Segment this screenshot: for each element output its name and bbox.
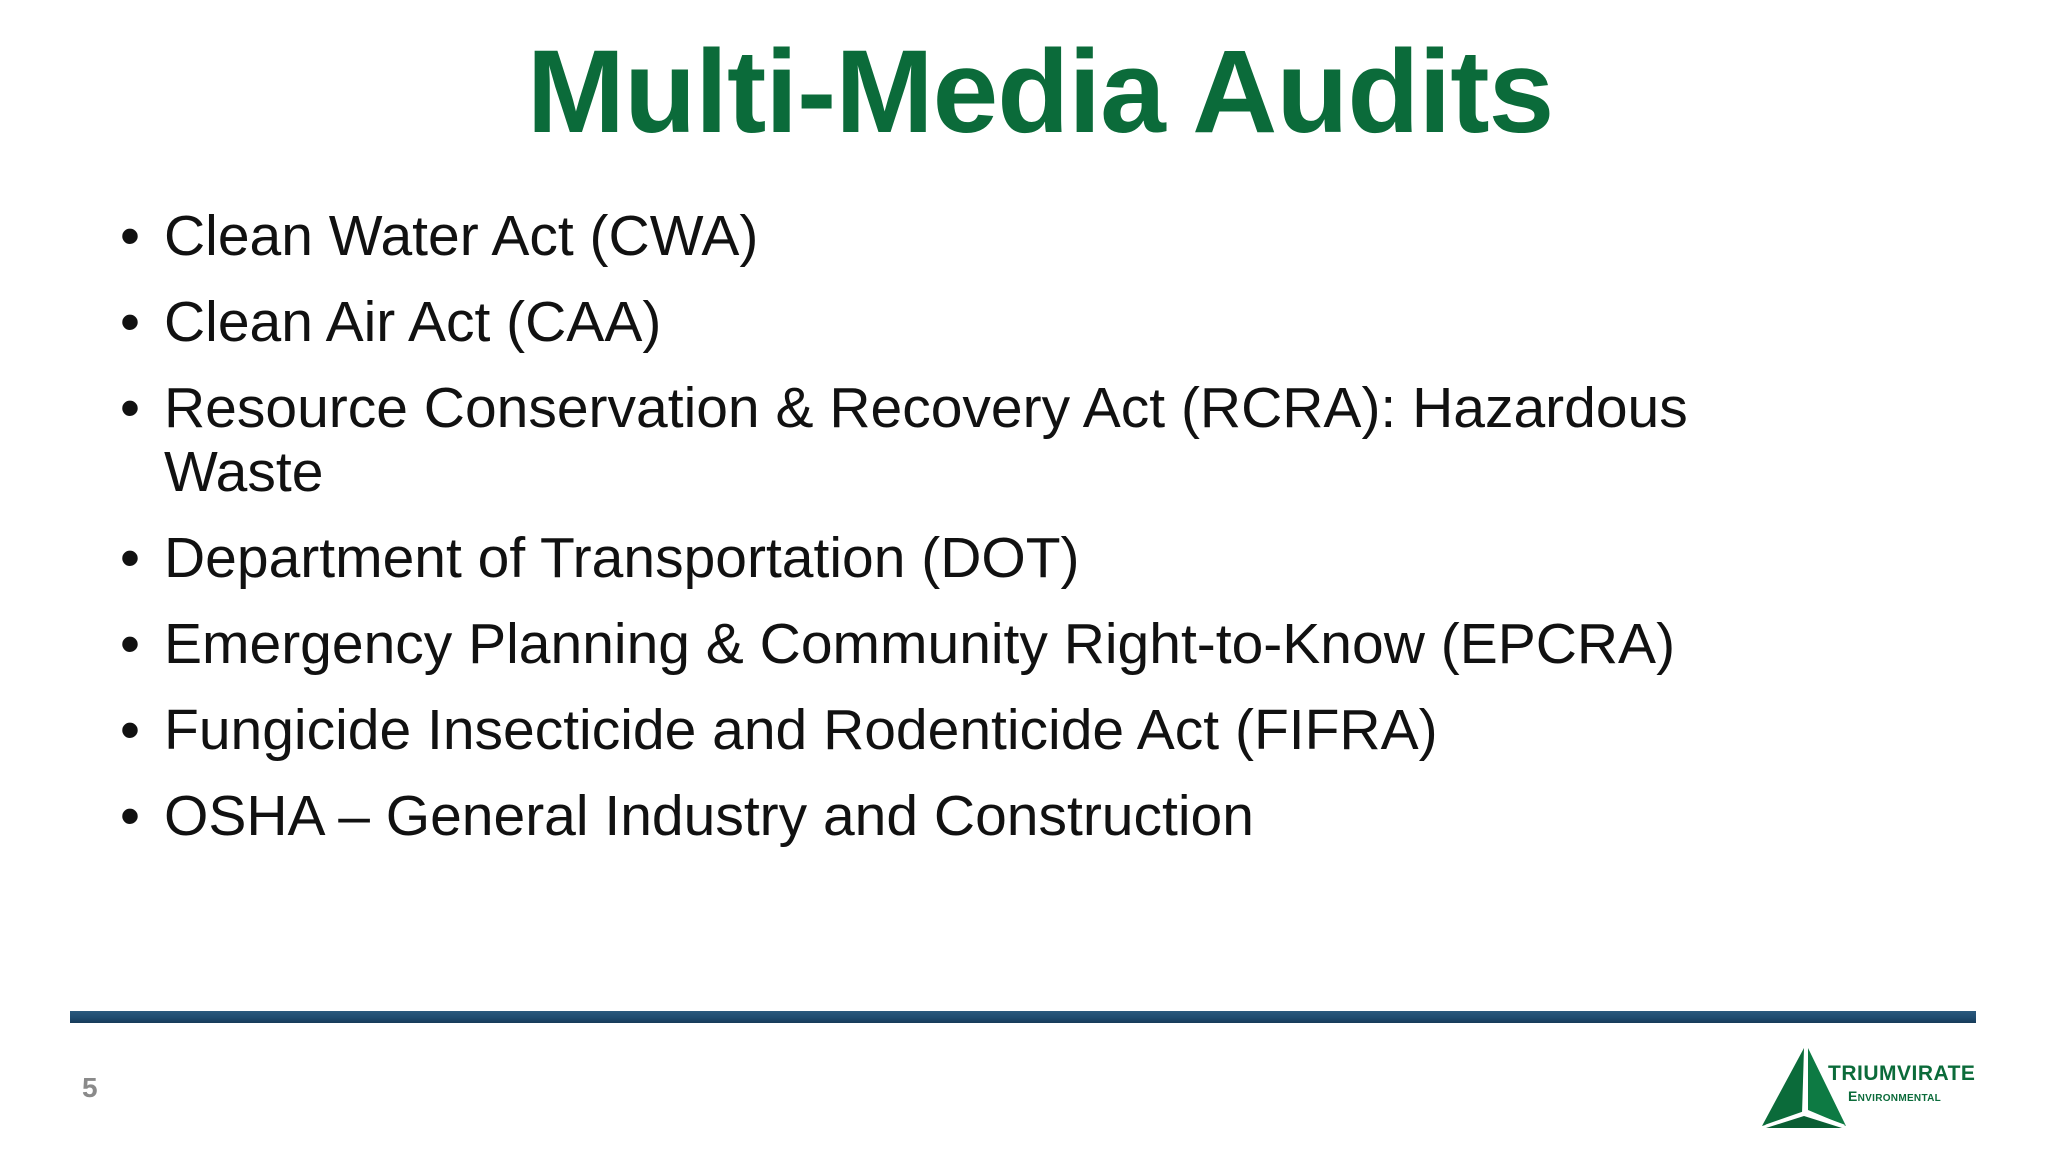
company-logo xyxy=(1756,1044,1988,1130)
footer-divider xyxy=(70,1011,1976,1023)
list-item xyxy=(120,784,1840,848)
bullet-icon: • xyxy=(120,290,140,354)
bullet-icon: • xyxy=(120,612,140,676)
logo-name: TRIUMVIRATE xyxy=(1828,1062,1976,1085)
bullet-text: Clean Water Act (CWA) xyxy=(164,204,759,268)
slide-title: Multi-Media Audits xyxy=(526,26,1554,158)
bullet-text: Resource Conservation & Recovery Act (RCRA): Hazardous Waste xyxy=(164,376,1688,504)
list-item xyxy=(120,698,1840,762)
bullet-icon: • xyxy=(120,526,140,590)
bullet-icon: • xyxy=(120,698,140,762)
logo-tagline: Environmental xyxy=(1848,1088,1942,1104)
list-item xyxy=(120,612,1840,676)
bullet-list xyxy=(120,204,1840,870)
page-number: 5 xyxy=(82,1072,98,1103)
bullet-text: Clean Air Act (CAA) xyxy=(164,290,662,354)
bullet-text: Emergency Planning & Community Right-to-Know (EPCRA) xyxy=(164,612,1676,676)
list-item xyxy=(120,526,1840,590)
bullet-icon: • xyxy=(120,376,140,440)
bullet-text: Fungicide Insecticide and Rodenticide Act (FIFRA) xyxy=(164,698,1438,762)
list-item xyxy=(120,290,1840,354)
list-item xyxy=(120,204,1840,268)
logo-wordmark xyxy=(1828,1062,1998,1106)
bullet-text: OSHA – General Industry and Construction xyxy=(164,784,1254,848)
bullet-icon: • xyxy=(120,784,140,848)
bullet-text: Department of Transportation (DOT) xyxy=(164,526,1080,590)
list-item xyxy=(120,376,1840,504)
bullet-icon: • xyxy=(120,204,140,268)
